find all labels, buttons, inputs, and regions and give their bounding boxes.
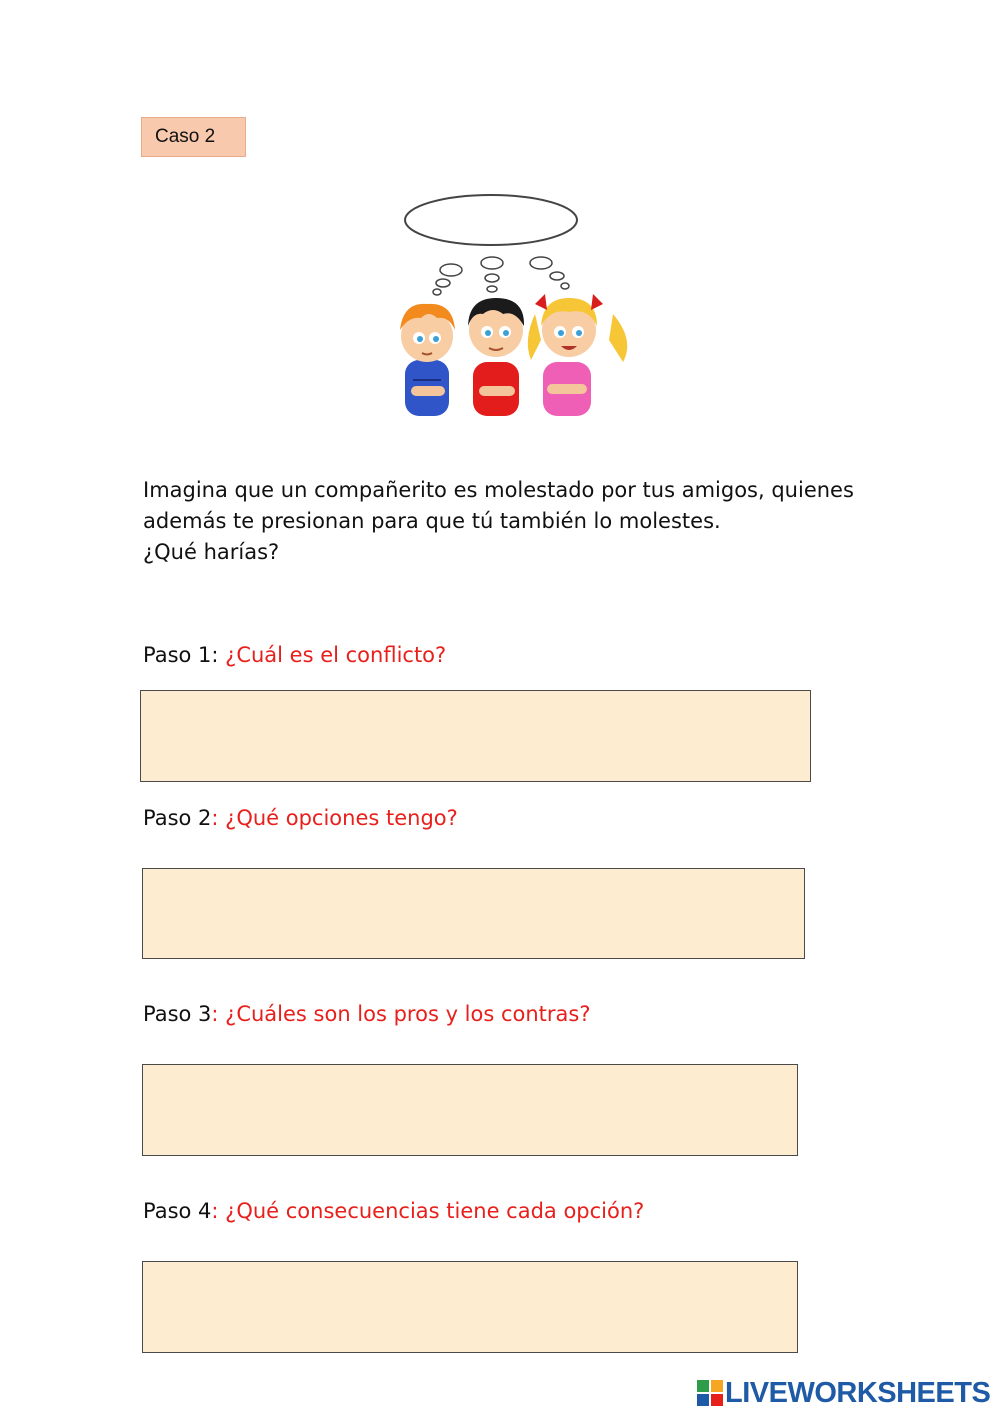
step-4-heading <box>143 1199 644 1223</box>
step-2-question: : ¿Qué opciones tengo? <box>211 806 458 830</box>
step-3-question: : ¿Cuáles son los pros y los contras? <box>211 1002 591 1026</box>
step-4-label: Paso 4 <box>143 1199 212 1223</box>
step-2-label: Paso 2 <box>143 806 212 830</box>
step-1-label: Paso 1: <box>143 643 226 667</box>
child-girl-pink-dress <box>528 294 627 416</box>
step-1-answer-box[interactable] <box>140 690 811 782</box>
liveworksheets-logo <box>697 1376 990 1410</box>
case-description-line-2: además te presionan para que tú también lo molestes. <box>143 509 721 533</box>
thinking-children-illustration <box>385 190 637 422</box>
step-3-heading <box>143 1002 591 1026</box>
case-label-text: Caso 2 <box>155 126 216 147</box>
case-label <box>141 117 246 157</box>
case-description <box>143 475 883 568</box>
child-boy-blue-shirt <box>400 304 455 416</box>
step-2-heading <box>143 806 458 830</box>
step-3-label: Paso 3 <box>143 1002 212 1026</box>
step-3-answer-box[interactable] <box>142 1064 798 1156</box>
child-boy-red-shirt <box>468 298 524 416</box>
liveworksheets-logo-icon <box>697 1380 723 1406</box>
step-4-question: : ¿Qué consecuencias tiene cada opción? <box>211 1199 645 1223</box>
case-description-line-1: Imagina que un compañerito es molestado por tus amigos, quienes <box>143 478 854 502</box>
step-1-question: ¿Cuál es el conflicto? <box>225 643 447 667</box>
step-4-answer-box[interactable] <box>142 1261 798 1353</box>
case-description-question: ¿Qué harías? <box>143 540 280 564</box>
thought-bubble <box>405 195 577 245</box>
step-2-answer-box[interactable] <box>142 868 805 959</box>
step-1-heading <box>143 643 446 667</box>
liveworksheets-logo-text: LIVEWORKSHEETS <box>725 1376 991 1409</box>
